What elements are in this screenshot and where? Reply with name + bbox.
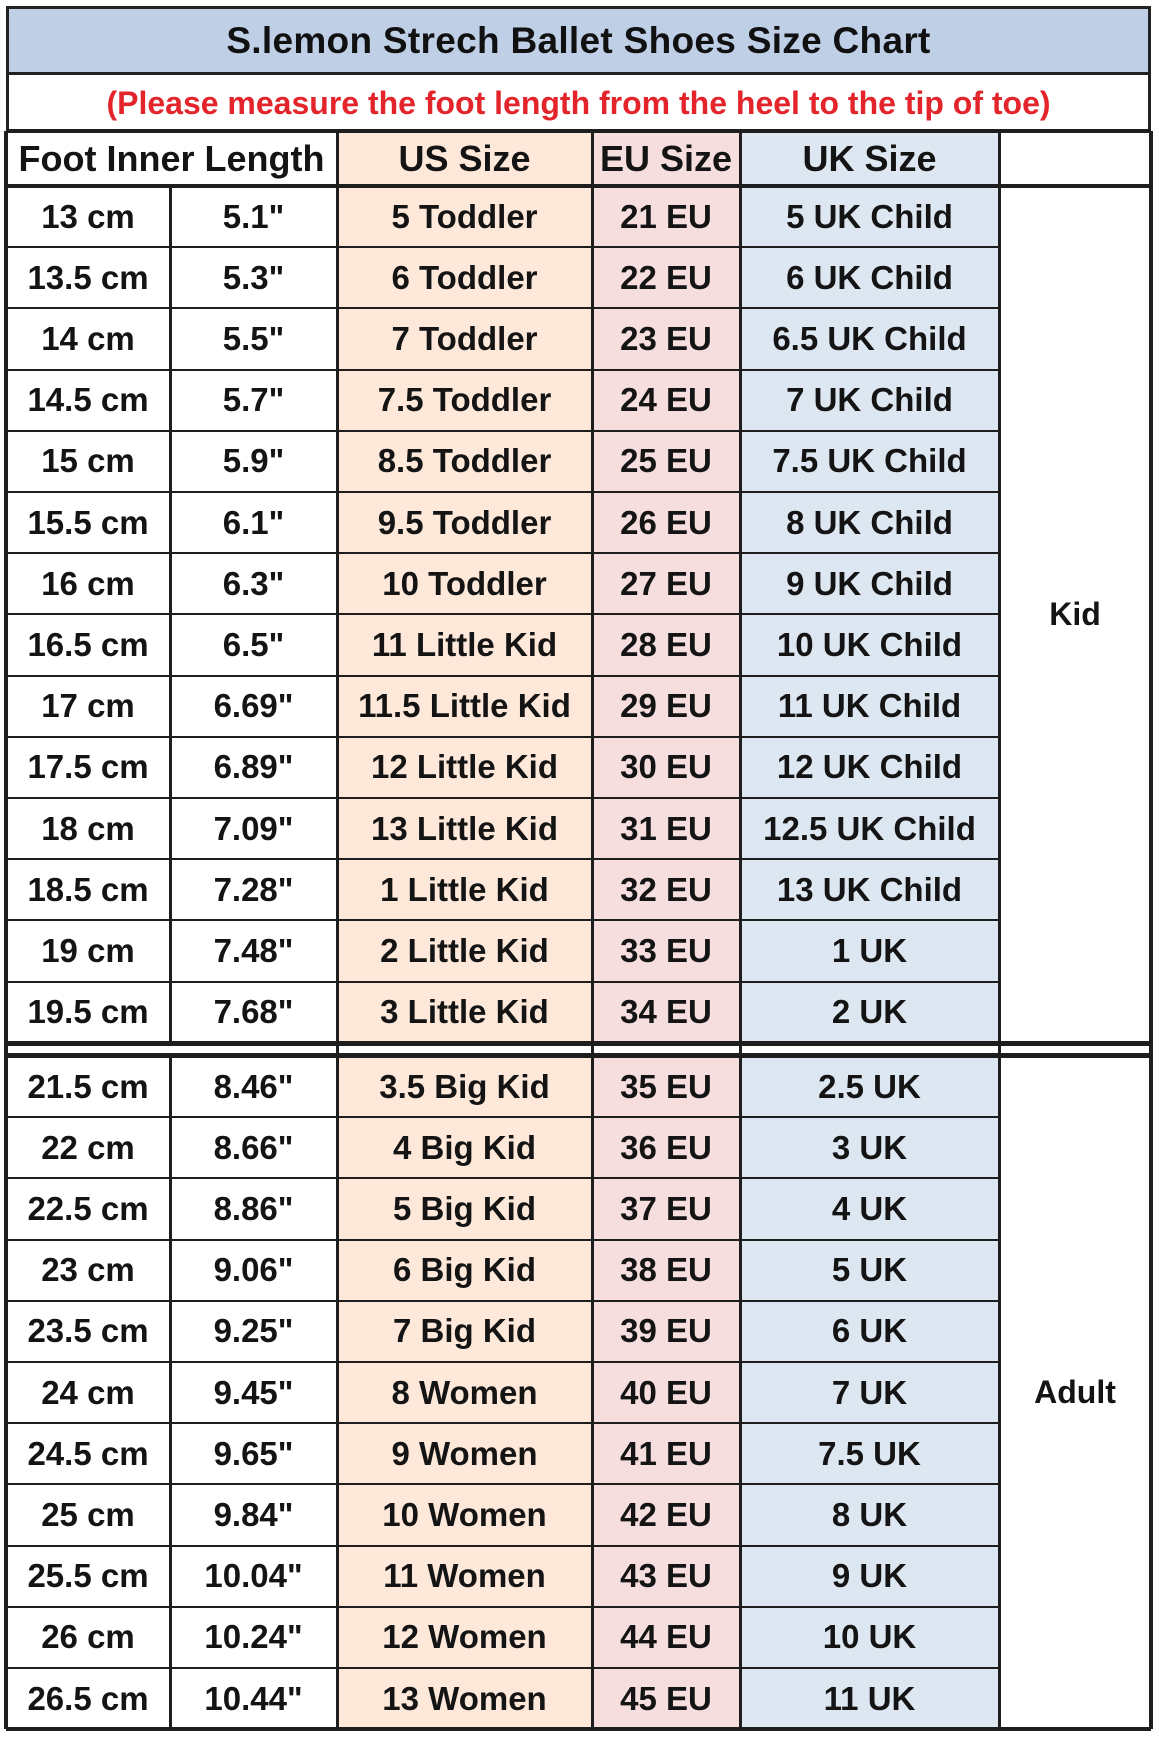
cell-us-size: 7.5 Toddler [337, 370, 592, 431]
cell-eu-size: 34 EU [592, 982, 740, 1043]
cell-eu-size: 45 EU [592, 1668, 740, 1729]
cell-cm: 16 cm [6, 553, 170, 614]
row-divider [6, 736, 999, 738]
table-bottom-border [6, 1727, 1151, 1731]
cell-us-size: 13 Women [337, 1668, 592, 1729]
cell-inch: 9.65" [170, 1423, 337, 1484]
cell-inch: 6.69" [170, 676, 337, 737]
cell-cm: 16.5 cm [6, 614, 170, 675]
cell-uk-size: 12.5 UK Child [740, 798, 999, 859]
row-divider [6, 1239, 999, 1241]
row-divider [6, 1422, 999, 1424]
cell-cm: 24.5 cm [6, 1423, 170, 1484]
cell-us-size: 5 Big Kid [337, 1178, 592, 1239]
cell-uk-size: 3 UK [740, 1117, 999, 1178]
chart-title: S.lemon Strech Ballet Shoes Size Chart [6, 6, 1151, 75]
cell-uk-size: 9 UK [740, 1546, 999, 1607]
group-label: Adult [999, 1056, 1151, 1729]
cell-us-size: 8.5 Toddler [337, 431, 592, 492]
cell-us-size: 12 Little Kid [337, 737, 592, 798]
header-top-border [6, 129, 1151, 133]
cell-inch: 7.48" [170, 920, 337, 981]
cell-eu-size: 27 EU [592, 553, 740, 614]
column-divider-cm-inch [169, 1056, 172, 1729]
cell-eu-size: 33 EU [592, 920, 740, 981]
cell-uk-size: 12 UK Child [740, 737, 999, 798]
cell-inch: 5.9" [170, 431, 337, 492]
cell-us-size: 13 Little Kid [337, 798, 592, 859]
cell-uk-size: 11 UK [740, 1668, 999, 1729]
column-divider [336, 131, 339, 1729]
column-divider-cm-inch [169, 186, 172, 1043]
cell-inch: 7.09" [170, 798, 337, 859]
cell-uk-size: 10 UK Child [740, 614, 999, 675]
cell-cm: 17 cm [6, 676, 170, 737]
cell-inch: 6.89" [170, 737, 337, 798]
cell-us-size: 4 Big Kid [337, 1117, 592, 1178]
cell-uk-size: 11 UK Child [740, 676, 999, 737]
cell-eu-size: 44 EU [592, 1607, 740, 1668]
cell-us-size: 9.5 Toddler [337, 492, 592, 553]
cell-inch: 6.1" [170, 492, 337, 553]
column-divider [591, 131, 594, 1729]
cell-cm: 19.5 cm [6, 982, 170, 1043]
cell-us-size: 9 Women [337, 1423, 592, 1484]
row-divider [6, 1667, 999, 1669]
cell-inch: 10.44" [170, 1668, 337, 1729]
cell-eu-size: 36 EU [592, 1117, 740, 1178]
row-divider [6, 1300, 999, 1302]
row-divider [6, 552, 999, 554]
group-label: Kid [999, 186, 1151, 1043]
cell-cm: 15.5 cm [6, 492, 170, 553]
cell-cm: 14 cm [6, 308, 170, 369]
row-divider [6, 1361, 999, 1363]
cell-us-size: 5 Toddler [337, 186, 592, 247]
cell-us-size: 1 Little Kid [337, 859, 592, 920]
cell-eu-size: 24 EU [592, 370, 740, 431]
cell-eu-size: 35 EU [592, 1056, 740, 1117]
cell-eu-size: 22 EU [592, 247, 740, 308]
cell-cm: 23.5 cm [6, 1301, 170, 1362]
header-group-blank [999, 131, 1151, 186]
row-divider [6, 1483, 999, 1485]
cell-eu-size: 23 EU [592, 308, 740, 369]
cell-inch: 8.46" [170, 1056, 337, 1117]
cell-cm: 25 cm [6, 1484, 170, 1545]
cell-cm: 13 cm [6, 186, 170, 247]
row-divider [6, 1177, 999, 1179]
row-divider [6, 797, 999, 799]
cell-cm: 21.5 cm [6, 1056, 170, 1117]
cell-inch: 9.06" [170, 1240, 337, 1301]
cell-eu-size: 39 EU [592, 1301, 740, 1362]
header-eu-size: EU Size [592, 131, 740, 186]
cell-cm: 18.5 cm [6, 859, 170, 920]
cell-cm: 15 cm [6, 431, 170, 492]
right-border [1149, 131, 1153, 1729]
cell-cm: 19 cm [6, 920, 170, 981]
cell-uk-size: 7.5 UK Child [740, 431, 999, 492]
cell-us-size: 3.5 Big Kid [337, 1056, 592, 1117]
cell-us-size: 8 Women [337, 1362, 592, 1423]
cell-cm: 25.5 cm [6, 1546, 170, 1607]
cell-us-size: 3 Little Kid [337, 982, 592, 1043]
cell-inch: 5.3" [170, 247, 337, 308]
cell-us-size: 12 Women [337, 1607, 592, 1668]
cell-us-size: 11 Little Kid [337, 614, 592, 675]
cell-inch: 5.1" [170, 186, 337, 247]
cell-eu-size: 38 EU [592, 1240, 740, 1301]
cell-inch: 6.5" [170, 614, 337, 675]
row-divider [6, 981, 999, 983]
cell-cm: 14.5 cm [6, 370, 170, 431]
cell-us-size: 6 Big Kid [337, 1240, 592, 1301]
row-divider [6, 858, 999, 860]
cell-inch: 6.3" [170, 553, 337, 614]
cell-uk-size: 8 UK Child [740, 492, 999, 553]
cell-uk-size: 2 UK [740, 982, 999, 1043]
cell-us-size: 10 Toddler [337, 553, 592, 614]
row-divider [6, 919, 999, 921]
cell-eu-size: 25 EU [592, 431, 740, 492]
cell-eu-size: 26 EU [592, 492, 740, 553]
row-divider [6, 675, 999, 677]
cell-inch: 7.68" [170, 982, 337, 1043]
cell-uk-size: 7.5 UK [740, 1423, 999, 1484]
cell-cm: 17.5 cm [6, 737, 170, 798]
cell-us-size: 7 Big Kid [337, 1301, 592, 1362]
cell-eu-size: 28 EU [592, 614, 740, 675]
cell-eu-size: 21 EU [592, 186, 740, 247]
cell-us-size: 10 Women [337, 1484, 592, 1545]
cell-inch: 9.25" [170, 1301, 337, 1362]
row-divider [6, 1116, 999, 1118]
cell-inch: 8.86" [170, 1178, 337, 1239]
cell-inch: 10.24" [170, 1607, 337, 1668]
cell-eu-size: 41 EU [592, 1423, 740, 1484]
cell-inch: 8.66" [170, 1117, 337, 1178]
row-divider [6, 1545, 999, 1547]
row-divider [6, 430, 999, 432]
cell-eu-size: 43 EU [592, 1546, 740, 1607]
cell-cm: 23 cm [6, 1240, 170, 1301]
header-us-size: US Size [337, 131, 592, 186]
cell-uk-size: 10 UK [740, 1607, 999, 1668]
cell-eu-size: 40 EU [592, 1362, 740, 1423]
cell-inch: 5.5" [170, 308, 337, 369]
column-divider [739, 131, 742, 1729]
cell-inch: 7.28" [170, 859, 337, 920]
cell-uk-size: 4 UK [740, 1178, 999, 1239]
row-divider [6, 1606, 999, 1608]
cell-eu-size: 31 EU [592, 798, 740, 859]
separator-line-top [6, 1041, 1151, 1046]
cell-eu-size: 37 EU [592, 1178, 740, 1239]
separator-line-bottom [6, 1053, 1151, 1058]
cell-uk-size: 1 UK [740, 920, 999, 981]
cell-eu-size: 32 EU [592, 859, 740, 920]
cell-inch: 9.84" [170, 1484, 337, 1545]
cell-cm: 24 cm [6, 1362, 170, 1423]
cell-cm: 26.5 cm [6, 1668, 170, 1729]
cell-uk-size: 5 UK Child [740, 186, 999, 247]
cell-uk-size: 6 UK Child [740, 247, 999, 308]
cell-cm: 13.5 cm [6, 247, 170, 308]
cell-us-size: 7 Toddler [337, 308, 592, 369]
row-divider [6, 369, 999, 371]
cell-uk-size: 6.5 UK Child [740, 308, 999, 369]
row-divider [6, 613, 999, 615]
cell-cm: 22 cm [6, 1117, 170, 1178]
cell-inch: 9.45" [170, 1362, 337, 1423]
cell-cm: 18 cm [6, 798, 170, 859]
measure-note: (Please measure the foot length from the heel to the tip of toe) [6, 75, 1151, 131]
cell-uk-size: 8 UK [740, 1484, 999, 1545]
row-divider [6, 307, 999, 309]
cell-us-size: 11 Women [337, 1546, 592, 1607]
cell-uk-size: 9 UK Child [740, 553, 999, 614]
cell-eu-size: 42 EU [592, 1484, 740, 1545]
cell-eu-size: 29 EU [592, 676, 740, 737]
row-divider [6, 246, 999, 248]
column-divider [998, 131, 1001, 1729]
header-uk-size: UK Size [740, 131, 999, 186]
cell-cm: 26 cm [6, 1607, 170, 1668]
cell-us-size: 11.5 Little Kid [337, 676, 592, 737]
cell-uk-size: 7 UK [740, 1362, 999, 1423]
header-bottom-border [6, 184, 1151, 188]
cell-uk-size: 7 UK Child [740, 370, 999, 431]
cell-inch: 5.7" [170, 370, 337, 431]
cell-uk-size: 5 UK [740, 1240, 999, 1301]
cell-eu-size: 30 EU [592, 737, 740, 798]
cell-uk-size: 6 UK [740, 1301, 999, 1362]
left-border [4, 131, 8, 1729]
cell-inch: 10.04" [170, 1546, 337, 1607]
cell-uk-size: 2.5 UK [740, 1056, 999, 1117]
cell-uk-size: 13 UK Child [740, 859, 999, 920]
header-foot-inner-length: Foot Inner Length [6, 131, 337, 186]
row-divider [6, 491, 999, 493]
cell-us-size: 2 Little Kid [337, 920, 592, 981]
cell-us-size: 6 Toddler [337, 247, 592, 308]
cell-cm: 22.5 cm [6, 1178, 170, 1239]
